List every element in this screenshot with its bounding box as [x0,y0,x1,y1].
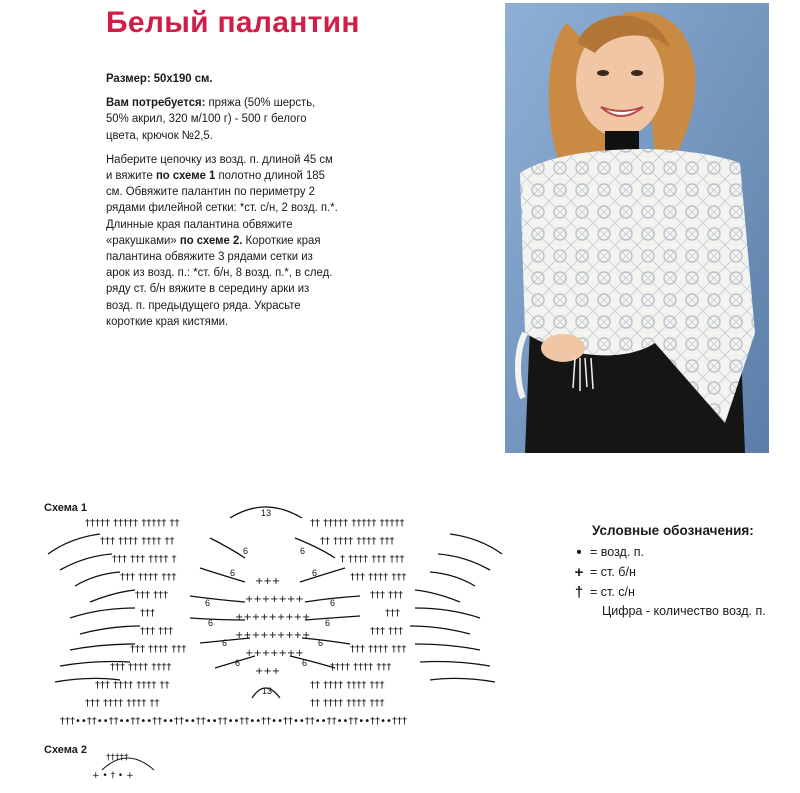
svg-text:+++++++: +++++++ [245,648,304,659]
svg-text:††† †††: ††† ††† [140,626,174,637]
svg-text:+ • † • +: + • † • + [92,771,134,781]
svg-text:+++: +++ [255,576,281,587]
diagram-number-13-bottom: 13 [262,686,273,696]
diagram-number-6: 6 [300,546,306,556]
legend [568,523,798,618]
page-title: Белый палантин [106,6,360,39]
scheme-2-diagram [92,744,172,784]
svg-text:†††••††••††••††••††••††••††••†: †††••††••††••††••††••††••††••††••††••††••††••††••††••††••††••††† [60,716,407,727]
svg-text:+++++++++: +++++++++ [235,612,311,623]
svg-text:††† †††† †††† ††: ††† †††† †††† †† [85,698,160,709]
scheme-2-label: Схема 2 [44,744,88,756]
svg-text:†††: ††† [385,608,400,619]
diagram-number-6: 6 [330,598,336,608]
svg-text:†††† †††† †††: †††† †††† ††† [330,662,392,673]
diagram-number-6: 6 [208,618,214,628]
materials-label: Вам потребуется: [106,95,206,110]
diagram-number-6: 6 [222,638,228,648]
svg-text:+++++++: +++++++ [245,594,304,605]
legend-row [568,582,798,602]
svg-text:††† †††† ††††: ††† †††† †††† [110,662,172,673]
instr-part-2: полотно длиной 185 см. Обвяжите палантин по периметру 2 рядами филейной сетки: *ст. с/н, 2 возд. п.*. Длинные края палантина обвяжите «ракушками» [106,168,338,247]
svg-text:† †††† ††† †††: † †††† ††† ††† [340,554,405,565]
instr-part-1: Наберите цепочку из возд. п. длиной 45 см и вяжите [106,151,333,183]
materials-text: пряжа (50% шерсть, 50% акрил, 320 м/100 г) - 500 г белого цвета, крючок №2,5. [106,95,316,142]
single-crochet-icon: + [574,563,584,581]
diagram-number-6: 6 [302,658,308,668]
svg-text:††† †††† †††† ††: ††† †††† †††† †† [100,536,175,547]
legend-row [568,562,798,582]
svg-text:††† †††† †††: ††† †††† ††† [130,644,187,655]
double-crochet-icon: † [574,583,584,601]
diagram-number-6: 6 [230,568,236,578]
legend-text: = ст. с/н [590,585,635,599]
legend-note: Цифра - количество возд. п. [602,604,766,618]
svg-text:†† †††† †††† †††: †† †††† †††† ††† [310,698,385,709]
diagram-number-6: 6 [325,618,331,628]
svg-text:††† †††† †††: ††† †††† ††† [350,572,407,583]
model-photo [505,3,769,453]
svg-text:††† †††: ††† ††† [135,590,169,601]
svg-text:+++++++++: +++++++++ [235,630,311,641]
instructions [106,70,339,337]
svg-text:††† †††† †††: ††† †††† ††† [120,572,177,583]
svg-text:††††† ††††† ††††† ††: ††††† ††††† ††††† †† [85,518,180,529]
legend-text: = ст. б/н [590,565,636,579]
instr-part-3: Короткие края палантина обвяжите 3 рядами сетки из арок из возд. п.: *ст. б/н, 8 возд. п.*, в след. ряду ст. б/н вяжите в середину арки из возд. п. предыдущего ряда. Украсьте короткие края кистями. [106,232,333,328]
svg-text:†† †††† †††† †††: †† †††† †††† ††† [310,680,385,691]
size-value: 50х190 см. [153,71,213,85]
chain-stitch-icon: • [576,543,582,561]
diagram-number-6: 6 [235,658,241,668]
legend-title: Условные обозначения: [592,523,754,538]
size-line [106,70,339,86]
svg-text:††† †††: ††† ††† [370,590,404,601]
legend-text: = возд. п. [590,545,645,559]
svg-text:†††††: ††††† [106,753,129,763]
svg-text:††† †††: ††† ††† [370,626,404,637]
legend-row [568,542,798,562]
diagram-number-6: 6 [205,598,211,608]
svg-text:†† †††† †††† †††: †† †††† †††† ††† [320,536,395,547]
materials-line [106,94,339,143]
diagram-number-6: 6 [318,638,324,648]
svg-text:††† †††† †††: ††† †††† ††† [350,644,407,655]
instructions-text [106,151,339,329]
instr-bold-1: по схеме 1 [155,168,216,183]
size-label: Размер: [106,71,151,85]
diagram-number-13: 13 [261,508,272,518]
scheme-1-label: Схема 1 [44,502,88,514]
instr-bold-2: по схеме 2. [179,232,243,247]
svg-text:†††: ††† [140,608,155,619]
diagram-number-6: 6 [243,546,249,556]
svg-text:††† †††† †††† ††: ††† †††† †††† †† [95,680,170,691]
svg-text:†† ††††† ††††† †††††: †† ††††† ††††† ††††† [310,518,405,529]
svg-text:+++: +++ [255,666,281,677]
svg-text:††† ††† †††† †: ††† ††† †††† † [112,554,177,565]
scheme-1-diagram [40,498,510,730]
diagram-number-6: 6 [312,568,318,578]
